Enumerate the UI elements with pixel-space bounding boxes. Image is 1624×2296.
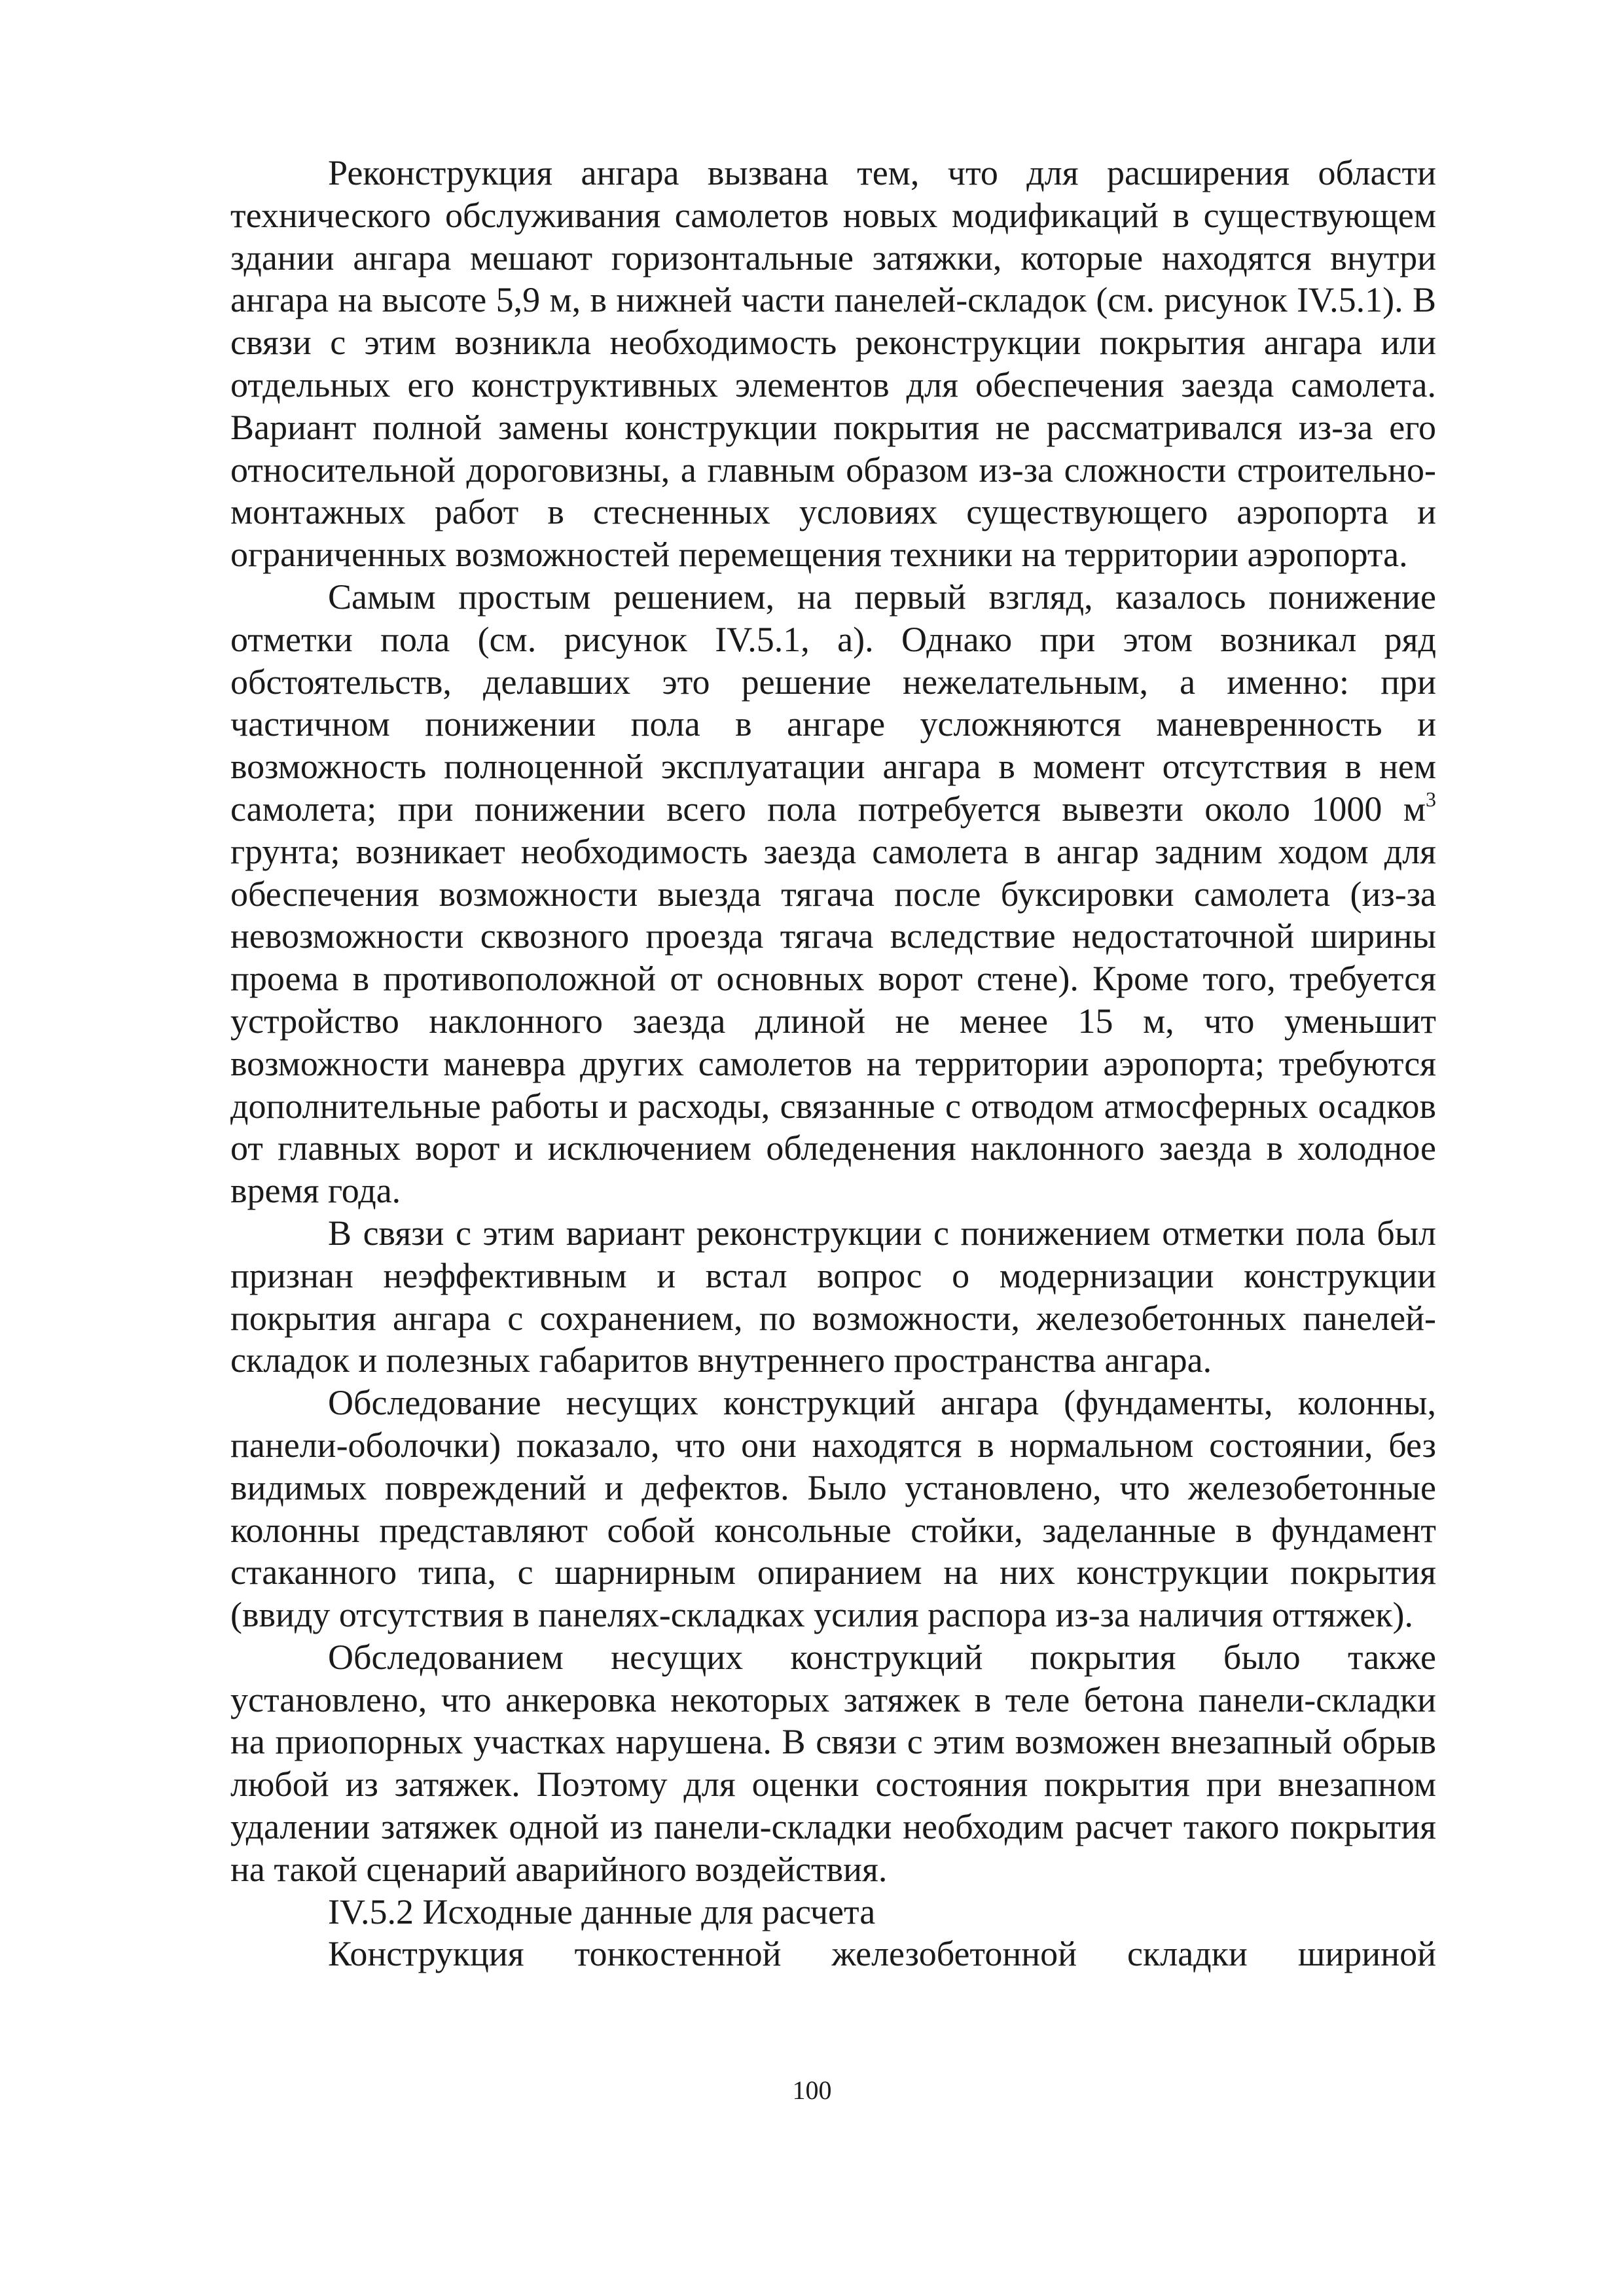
paragraph-construction-start: Конструкция тонкостенной железобетонной складки шириной xyxy=(328,1934,1436,1974)
paragraph-inspection-roof: Обследованием несущих конструкций покрытия было также установлено, что анкеровка некоторых затяжек в теле бетона панели-складки на приопорных участках нарушена. В связи с этим возможен внезапный обрыв любой из затяжек. Поэтому для оценки состояния покрытия при внезапном удалении затяжек одной из панели-складки необходим расчет такого покрытия на такой сценарий аварийного воздействия. xyxy=(230,1637,1436,1889)
page-number: 100 xyxy=(792,2075,832,2105)
paragraph-reconstruction-reason: Реконструкция ангара вызвана тем, что для расширения области технического обслуживания самолетов новых модификаций в существующем здании ангара мешают горизонтальные затяжки, которые находятся внутри ангара на высоте 5,9 м, в нижней части панелей-складок (см. рисунок IV.5.1). В связи с этим возникла необходимость реконструкции покрытия ангара или отдельных его конструктивных элементов для обеспечения заезда самолета. Вариант полной замены конструкции покрытия не рассматривался из-за его относительной дороговизны, а главным образом из-за сложности строительно-монтажных работ в стесненных условиях существующего аэропорта и ограниченных возможностей перемещения техники на территории аэропорта. xyxy=(230,153,1436,575)
body-text xyxy=(230,152,1436,1975)
paragraph-modernization: В связи с этим вариант реконструкции с понижением отметки пола был признан неэффективным и встал вопрос о модернизации конструкции покрытия ангара с сохранением, по возможности, железобетонных панелей-складок и полезных габаритов внутреннего пространства ангара. xyxy=(230,1213,1436,1380)
section-heading: IV.5.2 Исходные данные для расчета xyxy=(328,1892,876,1931)
superscript-cubic: 3 xyxy=(1426,787,1436,811)
paragraph-floor-lowering xyxy=(230,576,1436,1212)
paragraph-inspection-structures: Обследование несущих конструкций ангара (фундаменты, колонны, панели-оболочки) показало, что они находятся в нормальном состоянии, без видимых повреждений и дефектов. Было установлено, что железобетонные колонны представляют собой консольные стойки, заделанные в фундамент стаканного типа, с шарнирным опиранием на них конструкции покрытия (ввиду отсутствия в панелях-складках усилия распора из-за наличия оттяжек). xyxy=(230,1383,1436,1635)
floor-text-before: Самым простым решением, на первый взгляд, казалось понижение отметки пола (см. рисунок IV.5.1, а). Однако при этом возникал ряд обстоятельств, делавших это решение нежелательным, а именно: при частичном понижении пола в ангаре усложняются маневренность и возможность полноценной эксплуатации ангара в момент отсутствия в нем самолета; при понижении всего пола потребуется вывезти около 1000 м xyxy=(230,577,1436,829)
floor-text-after: грунта; возникает необходимость заезда самолета в ангар задним ходом для обеспечения возможности выезда тягача после буксировки самолета (из-за невозможности сквозного проезда тягача вследствие недостаточной ширины проема в противоположной от основных ворот стене). Кроме того, требуется устройство наклонного заезда длиной не менее 15 м, что уменьшит возможности маневра других самолетов на территории аэропорта; требуются дополнительные работы и расходы, связанные с отводом атмосферных осадков от главных ворот и исключением обледенения наклонного заезда в холодное время года. xyxy=(230,831,1436,1211)
